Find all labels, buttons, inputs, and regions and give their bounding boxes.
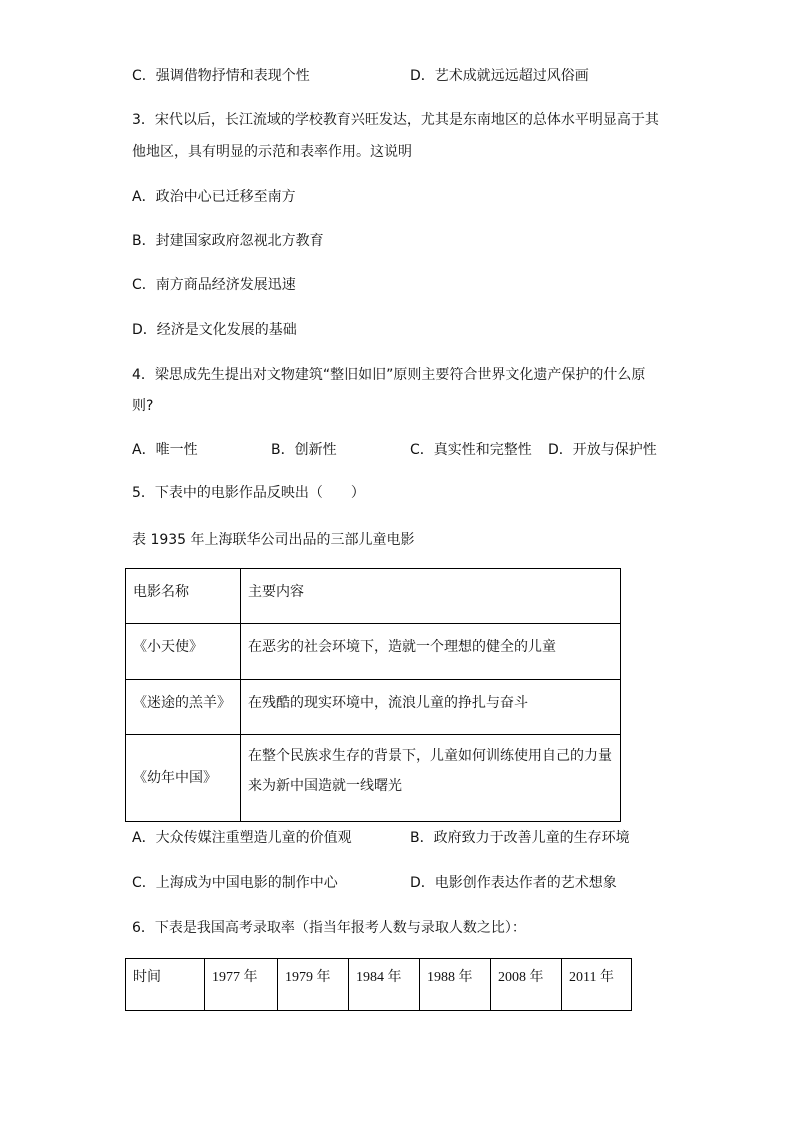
table-cell: 1979 年: [285, 970, 331, 985]
q3-option-a: A．政治中心已迁移至南方: [132, 189, 296, 205]
table-header-row: [126, 569, 621, 624]
film-name-cell: 《小天使》: [133, 639, 203, 655]
q5-option-d: D．电影创作表达作者的艺术想象: [410, 875, 617, 891]
table-cell: 1977 年: [212, 970, 258, 985]
q4-stem-line2: 则?: [132, 398, 154, 414]
q4-stem-line1: 4．梁思成先生提出对文物建筑“整旧如旧”原则主要符合世界文化遗产保护的什么原: [132, 367, 646, 383]
q5-option-b: B．政府致力于改善儿童的生存环境: [410, 830, 630, 846]
q5-table-caption: 表 1935 年上海联华公司出品的三部儿童电影: [132, 532, 415, 548]
table-row: [126, 624, 621, 680]
q3-option-c: C．南方商品经济发展迅速: [132, 277, 296, 293]
q4-option-a: A．唯一性: [132, 442, 198, 458]
table-cell: 1988 年: [427, 970, 473, 985]
table-row: [126, 959, 632, 1011]
film-name-cell: 《幼年中国》: [133, 770, 217, 786]
table-header-cell: 电影名称: [133, 584, 189, 600]
table-cell: 1984 年: [356, 970, 402, 985]
table-cell: 2011 年: [569, 970, 614, 985]
q3-option-b: B．封建国家政府忽视北方教育: [132, 233, 324, 249]
film-name-cell: 《迷途的羔羊》: [133, 695, 231, 711]
film-content-cell: 在恶劣的社会环境下，造就一个理想的健全的儿童: [248, 639, 556, 655]
q5-film-table: [125, 568, 621, 822]
q3-option-d: D．经济是文化发展的基础: [132, 322, 297, 338]
q4-option-b: B．创新性: [271, 442, 337, 458]
q2-option-d: D．艺术成就远远超过风俗画: [410, 68, 589, 84]
q3-stem-line1: 3．宋代以后，长江流域的学校教育兴旺发达，尤其是东南地区的总体水平明显高于其: [132, 112, 659, 128]
table-row: [126, 735, 621, 822]
table-row: [126, 680, 621, 735]
table-cell: 时间: [133, 970, 161, 985]
table-header-cell: 主要内容: [248, 584, 304, 600]
film-content-cell: 在残酷的现实环境中，流浪儿童的挣扎与奋斗: [248, 695, 528, 711]
q5-option-a: A．大众传媒注重塑造儿童的价值观: [132, 830, 352, 846]
film-content-line: 来为新中国造就一线曙光: [248, 778, 402, 794]
q4-option-d: D．开放与保护性: [548, 442, 657, 458]
table-cell: 2008 年: [498, 970, 544, 985]
q6-admission-table: [125, 958, 632, 1011]
q5-option-c: C．上海成为中国电影的制作中心: [132, 875, 338, 891]
q4-option-c: C．真实性和完整性: [410, 442, 532, 458]
q3-stem-line2: 他地区，具有明显的示范和表率作用。这说明: [132, 144, 412, 160]
film-content-line: 在整个民族求生存的背景下，儿童如何训练使用自己的力量: [248, 748, 612, 764]
q5-stem: 5．下表中的电影作品反映出（ ）: [132, 485, 365, 501]
q6-stem: 6．下表是我国高考录取率（指当年报考人数与录取人数之比）：: [132, 920, 526, 936]
q2-option-c: C．强调借物抒情和表现个性: [132, 68, 310, 84]
